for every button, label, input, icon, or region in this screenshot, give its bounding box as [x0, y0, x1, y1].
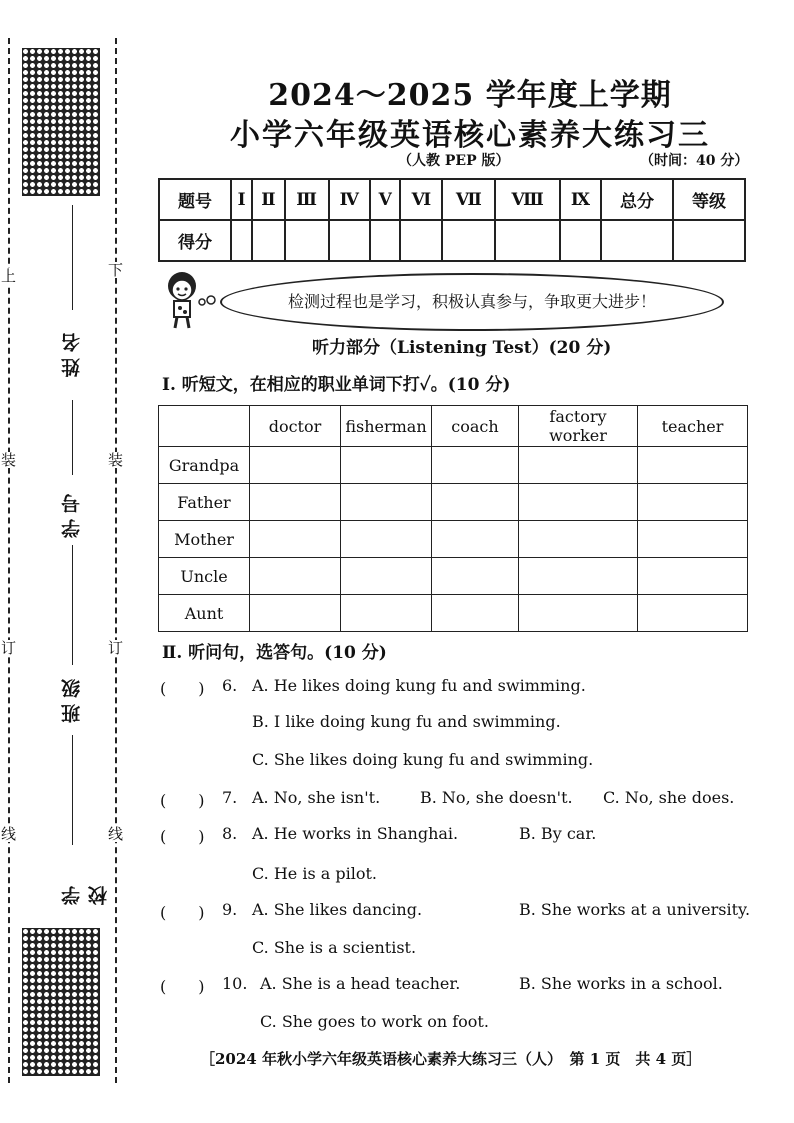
option-b: B. She works at a university.: [519, 900, 751, 919]
answer-cell[interactable]: [638, 521, 748, 558]
option-c: C. She goes to work on foot.: [260, 1012, 489, 1031]
occupation-table: [158, 405, 748, 632]
binding-char-lower-right: 订: [108, 639, 124, 657]
score-header-cell: Ⅵ: [400, 179, 442, 220]
table-row: [159, 595, 748, 632]
answer-cell[interactable]: [250, 521, 341, 558]
row-label: Mother: [159, 521, 250, 558]
binding-line-inner: [115, 38, 117, 1083]
answer-cell[interactable]: [519, 484, 638, 521]
answer-cell[interactable]: [432, 484, 519, 521]
column-header: doctor: [250, 406, 341, 447]
school-field[interactable]: [52, 735, 110, 905]
score-cell[interactable]: [673, 220, 745, 261]
binding-char-mid-left: 装: [1, 451, 17, 469]
binding-char-top-right: 下: [108, 261, 124, 279]
answer-cell[interactable]: [250, 558, 341, 595]
dot-pattern-top: [22, 48, 100, 196]
score-header-cell: 等级: [673, 179, 745, 220]
table-row: [159, 447, 748, 484]
answer-bracket[interactable]: ( ): [160, 977, 205, 996]
score-cell[interactable]: [252, 220, 285, 261]
page-footer: ［2024 年秋小学六年级英语核心素养大练习三（人） 第 1 页 共 4 页］: [200, 1050, 702, 1068]
question-number: 10.: [222, 974, 248, 993]
score-header-cell: 题号: [159, 179, 231, 220]
answer-cell[interactable]: [432, 447, 519, 484]
answer-cell[interactable]: [519, 521, 638, 558]
motto-bubble: 检测过程也是学习，积极认真参与，争取更大进步！: [220, 273, 724, 331]
answer-cell[interactable]: [638, 595, 748, 632]
option-a: A. She is a head teacher.: [260, 974, 461, 993]
answer-cell[interactable]: [432, 521, 519, 558]
score-header-cell: Ⅰ: [231, 179, 252, 220]
score-header-row: [159, 179, 745, 220]
score-header-cell: Ⅴ: [370, 179, 401, 220]
answer-cell[interactable]: [432, 558, 519, 595]
answer-cell[interactable]: [250, 447, 341, 484]
score-header-cell: 总分: [601, 179, 673, 220]
name-label: 姓名: [58, 327, 85, 377]
option-b: B. I like doing kung fu and swimming.: [252, 712, 561, 731]
score-cell[interactable]: [495, 220, 559, 261]
column-header: fisherman: [341, 406, 432, 447]
answer-cell[interactable]: [341, 595, 432, 632]
score-table: [158, 178, 746, 262]
score-header-cell: Ⅲ: [285, 179, 329, 220]
binding-char-top-left: 上: [1, 267, 17, 285]
binding-char-lower-left: 订: [1, 639, 17, 657]
score-cell[interactable]: [285, 220, 329, 261]
row-label: Uncle: [159, 558, 250, 595]
edition-label: （人教 PEP 版）: [398, 153, 510, 169]
answer-cell[interactable]: [341, 484, 432, 521]
school-label: 学校: [58, 857, 112, 905]
option-c: C. She likes doing kung fu and swimming.: [252, 750, 594, 769]
answer-bracket[interactable]: ( ): [160, 827, 205, 846]
score-row-label: 得分: [159, 220, 231, 261]
time-label: （时间：40 分）: [640, 153, 749, 169]
score-cell[interactable]: [400, 220, 442, 261]
answer-cell[interactable]: [519, 447, 638, 484]
answer-cell[interactable]: [519, 595, 638, 632]
option-c: C. No, she does.: [603, 788, 735, 807]
column-header: coach: [432, 406, 519, 447]
score-header-cell: Ⅳ: [329, 179, 370, 220]
option-c: C. She is a scientist.: [252, 938, 417, 957]
cartoon-child-icon: [160, 268, 220, 330]
score-header-cell: Ⅸ: [560, 179, 601, 220]
dot-pattern-bottom: [22, 928, 100, 1076]
answer-cell[interactable]: [250, 484, 341, 521]
score-cell[interactable]: [329, 220, 370, 261]
binding-char-bottom-right: 线: [108, 825, 124, 843]
question-number: 8.: [222, 824, 238, 843]
answer-cell[interactable]: [341, 447, 432, 484]
class-label: 班级: [58, 673, 85, 723]
option-b: B. She works in a school.: [519, 974, 723, 993]
page-subtitle: 小学六年级英语核心素养大练习三: [230, 118, 710, 153]
score-cell[interactable]: [601, 220, 673, 261]
table-row: [159, 484, 748, 521]
score-cell[interactable]: [231, 220, 252, 261]
page-title: 2024～2025 学年度上学期: [268, 78, 672, 113]
answer-bracket[interactable]: ( ): [160, 791, 205, 810]
column-header: factory worker: [519, 406, 638, 447]
binding-char-bottom-left: 线: [1, 825, 17, 843]
answer-cell[interactable]: [638, 484, 748, 521]
option-a: A. No, she isn't.: [252, 788, 381, 807]
answer-cell[interactable]: [250, 595, 341, 632]
row-label: Father: [159, 484, 250, 521]
table-row: [159, 521, 748, 558]
listening-heading: 听力部分（Listening Test）(20 分): [312, 338, 612, 358]
option-a: A. He likes doing kung fu and swimming.: [252, 676, 586, 695]
question-number: 6.: [222, 676, 238, 695]
section1-heading: Ⅰ. 听短文，在相应的职业单词下打✓。(10 分): [162, 375, 511, 395]
question-number: 7.: [222, 788, 238, 807]
answer-cell[interactable]: [638, 447, 748, 484]
answer-bracket[interactable]: ( ): [160, 903, 205, 922]
name-field[interactable]: [52, 205, 92, 385]
score-header-cell: Ⅱ: [252, 179, 285, 220]
occupation-header-row: [159, 406, 748, 447]
answer-cell[interactable]: [519, 558, 638, 595]
answer-cell[interactable]: [638, 558, 748, 595]
score-header-cell: Ⅷ: [495, 179, 559, 220]
option-c: C. He is a pilot.: [252, 864, 378, 883]
answer-cell[interactable]: [341, 521, 432, 558]
option-a: A. She likes dancing.: [252, 900, 423, 919]
option-b: B. No, she doesn't.: [420, 788, 573, 807]
student-id-field[interactable]: [52, 400, 92, 550]
table-row: [159, 558, 748, 595]
score-cell[interactable]: [560, 220, 601, 261]
corner-cell: [159, 406, 250, 447]
option-b: B. By car.: [519, 824, 597, 843]
score-header-cell: Ⅶ: [442, 179, 495, 220]
row-label: Grandpa: [159, 447, 250, 484]
section2-heading: Ⅱ. 听问句，选答句。(10 分): [162, 643, 387, 663]
answer-bracket[interactable]: ( ): [160, 679, 205, 698]
question-number: 9.: [222, 900, 238, 919]
student-id-label: 学号: [58, 488, 85, 538]
binding-char-mid-right: 装: [108, 451, 124, 469]
score-row: [159, 220, 745, 261]
row-label: Aunt: [159, 595, 250, 632]
score-cell[interactable]: [370, 220, 401, 261]
score-cell[interactable]: [442, 220, 495, 261]
answer-cell[interactable]: [341, 558, 432, 595]
option-a: A. He works in Shanghai.: [252, 824, 459, 843]
class-field[interactable]: [52, 545, 92, 725]
column-header: teacher: [638, 406, 748, 447]
answer-cell[interactable]: [432, 595, 519, 632]
binding-line-outer: [8, 38, 10, 1083]
